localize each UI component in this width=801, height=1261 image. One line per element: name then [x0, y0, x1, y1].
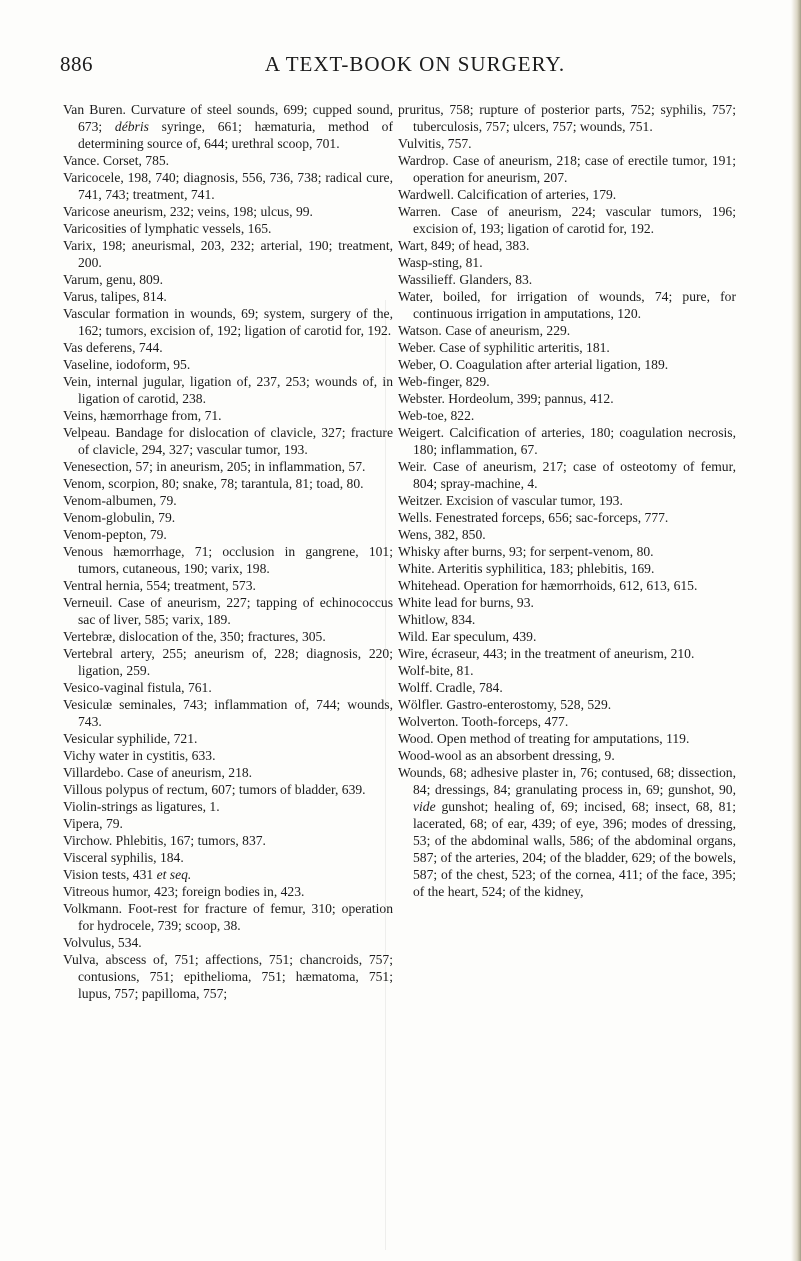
index-entry: Venom-albumen, 79. [63, 493, 177, 508]
index-entry: Web-toe, 822. [398, 408, 475, 423]
index-entry: Wolff. Cradle, 784. [398, 680, 503, 695]
index-entry: Wolverton. Tooth-forceps, 477. [398, 714, 569, 729]
index-entry: Varix, 198; aneurismal, 203, 232; arterial, 190; treatment, 200. [63, 238, 393, 270]
index-entry: Vesico-vaginal fistula, 761. [63, 680, 212, 695]
index-entry: Wens, 382, 850. [398, 527, 486, 542]
page-number: 886 [60, 52, 93, 76]
index-entry: Vertebræ, dislocation of the, 350; fractures, 305. [63, 629, 326, 644]
index-entry: Venom-globulin, 79. [63, 510, 176, 525]
index-entry: White lead for burns, 93. [398, 595, 534, 610]
index-entry: Wolf-bite, 81. [398, 663, 474, 678]
index-entry: Wardrop. Case of aneurism, 218; case of erectile tumor, 191; operation for aneurism, 207. [398, 153, 736, 185]
index-entry: Varicosities of lymphatic vessels, 165. [63, 221, 272, 236]
index-entry: Visceral syphilis, 184. [63, 850, 184, 865]
index-entry: Whisky after burns, 93; for serpent-venom, 80. [398, 544, 654, 559]
index-entry: Vesicular syphilide, 721. [63, 731, 198, 746]
index-entry: Web-finger, 829. [398, 374, 490, 389]
index-entry: Warren. Case of aneurism, 224; vascular tumors, 196; excision of, 193; ligation of carotid for, 192. [398, 204, 736, 236]
index-entry: Wounds, 68; adhesive plaster in, 76; contused, 68; dissection, 84; dressings, 84; granulating process in, 69; gunshot, 90, vide gunshot; healing of, 69; incised, 68; insect, 68, 81; lacerated, 68; of ear, 439; of eye, 396; modes of dressing, 53; of the abdominal walls, 586; of the abdominal organs, 587; of the arteries, 204; of the bladder, 629; of the bowels, 587; of the chest, 523; of the cornea, 411; of the face, 395; of the heart, 524; of the kidney, [398, 765, 736, 899]
index-entry: Violin-strings as ligatures, 1. [63, 799, 220, 814]
index-entry: Webster. Hordeolum, 399; pannus, 412. [398, 391, 614, 406]
page-edge-shadow [791, 0, 801, 1261]
index-entry: Vichy water in cystitis, 633. [63, 748, 216, 763]
index-entry: Volkmann. Foot-rest for fracture of femur, 310; operation for hydrocele, 739; scoop, 38. [63, 901, 393, 933]
index-entry: Venous hæmorrhage, 71; occlusion in gangrene, 101; tumors, cutaneous, 190; varix, 198. [63, 544, 393, 576]
index-entry: Wood. Open method of treating for amputations, 119. [398, 731, 690, 746]
index-entry: Villardebo. Case of aneurism, 218. [63, 765, 253, 780]
index-entry: Wassilieff. Glanders, 83. [398, 272, 533, 287]
index-entry: Wardwell. Calcification of arteries, 179. [398, 187, 617, 202]
index-entry: Vaseline, iodoform, 95. [63, 357, 191, 372]
index-column-left [63, 101, 393, 1002]
index-entry: Van Buren. Curvature of steel sounds, 699; cupped sound, 673; débris syringe, 661; hæmaturia, method of determining source of, 644; urethral scoop, 701. [63, 102, 393, 151]
index-entry: Wild. Ear speculum, 439. [398, 629, 537, 644]
index-entry: Vance. Corset, 785. [63, 153, 170, 168]
index-entry: Veins, hæmorrhage from, 71. [63, 408, 222, 423]
index-entry: Velpeau. Bandage for dislocation of clavicle, 327; fracture of clavicle, 294, 327; vascular tumor, 193. [63, 425, 393, 457]
index-entry: Watson. Case of aneurism, 229. [398, 323, 571, 338]
running-head: A TEXT-BOOK ON SURGERY. [264, 52, 566, 76]
index-column-right [398, 101, 736, 900]
index-entry: Villous polypus of rectum, 607; tumors of bladder, 639. [63, 782, 366, 797]
index-entry: Vascular formation in wounds, 69; system, surgery of the, 162; tumors, excision of, 192; ligation of carotid for, 192. [63, 306, 393, 338]
index-entry: Vipera, 79. [63, 816, 123, 831]
index-entry: Varus, talipes, 814. [63, 289, 167, 304]
index-entry: Varicocele, 198, 740; diagnosis, 556, 736, 738; radical cure, 741, 743; treatment, 741. [63, 170, 393, 202]
index-entry: Vulvitis, 757. [398, 136, 472, 151]
index-entry: Weber, O. Coagulation after arterial ligation, 189. [398, 357, 669, 372]
index-entry: White. Arteritis syphilitica, 183; phlebitis, 169. [398, 561, 655, 576]
index-entry: Varicose aneurism, 232; veins, 198; ulcus, 99. [63, 204, 313, 219]
index-entry: Wire, écraseur, 443; in the treatment of aneurism, 210. [398, 646, 695, 661]
index-entry: Weir. Case of aneurism, 217; case of osteotomy of femur, 804; spray-machine, 4. [398, 459, 736, 491]
index-entry: Water, boiled, for irrigation of wounds, 74; pure, for continuous irrigation in amputations, 120. [398, 289, 736, 321]
index-entry: Wölfler. Gastro-enterostomy, 528, 529. [398, 697, 612, 712]
index-entry: Vesiculæ seminales, 743; inflammation of, 744; wounds, 743. [63, 697, 393, 729]
index-entry: Venom, scorpion, 80; snake, 78; tarantula, 81; toad, 80. [63, 476, 364, 491]
index-entry: Varum, genu, 809. [63, 272, 164, 287]
index-entry: Venom-pepton, 79. [63, 527, 167, 542]
index-entry: Wasp-sting, 81. [398, 255, 483, 270]
index-entry: Volvulus, 534. [63, 935, 142, 950]
index-entry: Vein, internal jugular, ligation of, 237, 253; wounds of, in ligation of carotid, 238. [63, 374, 393, 406]
index-entry: Weber. Case of syphilitic arteritis, 181. [398, 340, 610, 355]
index-entry: Virchow. Phlebitis, 167; tumors, 837. [63, 833, 266, 848]
index-entry: Wart, 849; of head, 383. [398, 238, 530, 253]
index-entry: Vas deferens, 744. [63, 340, 163, 355]
index-entry: pruritus, 758; rupture of posterior parts, 752; syphilis, 757; tuberculosis, 757; ulcers, 757; wounds, 751. [398, 102, 736, 134]
index-entry: Ventral hernia, 554; treatment, 573. [63, 578, 256, 593]
index-entry: Weitzer. Excision of vascular tumor, 193. [398, 493, 623, 508]
index-entry: Whitlow, 834. [398, 612, 476, 627]
index-entry: Vision tests, 431 et seq. [63, 867, 192, 882]
column-divider [385, 300, 386, 1250]
index-entry: Venesection, 57; in aneurism, 205; in inflammation, 57. [63, 459, 366, 474]
index-entry: Whitehead. Operation for hæmorrhoids, 612, 613, 615. [398, 578, 698, 593]
index-entry: Vertebral artery, 255; aneurism of, 228; diagnosis, 220; ligation, 259. [63, 646, 393, 678]
page-header [60, 52, 770, 86]
index-entry: Vulva, abscess of, 751; affections, 751; chancroids, 757; contusions, 751; epithelioma, 751; hæmatoma, 751; lupus, 757; papilloma, 757; [63, 952, 393, 1001]
index-entry: Wells. Fenestrated forceps, 656; sac-forceps, 777. [398, 510, 669, 525]
index-entry: Wood-wool as an absorbent dressing, 9. [398, 748, 615, 763]
index-entry: Verneuil. Case of aneurism, 227; tapping of echinococcus sac of liver, 585; varix, 189. [63, 595, 393, 627]
index-entry: Weigert. Calcification of arteries, 180; coagulation necrosis, 180; inflammation, 67. [398, 425, 736, 457]
index-entry: Vitreous humor, 423; foreign bodies in, 423. [63, 884, 305, 899]
